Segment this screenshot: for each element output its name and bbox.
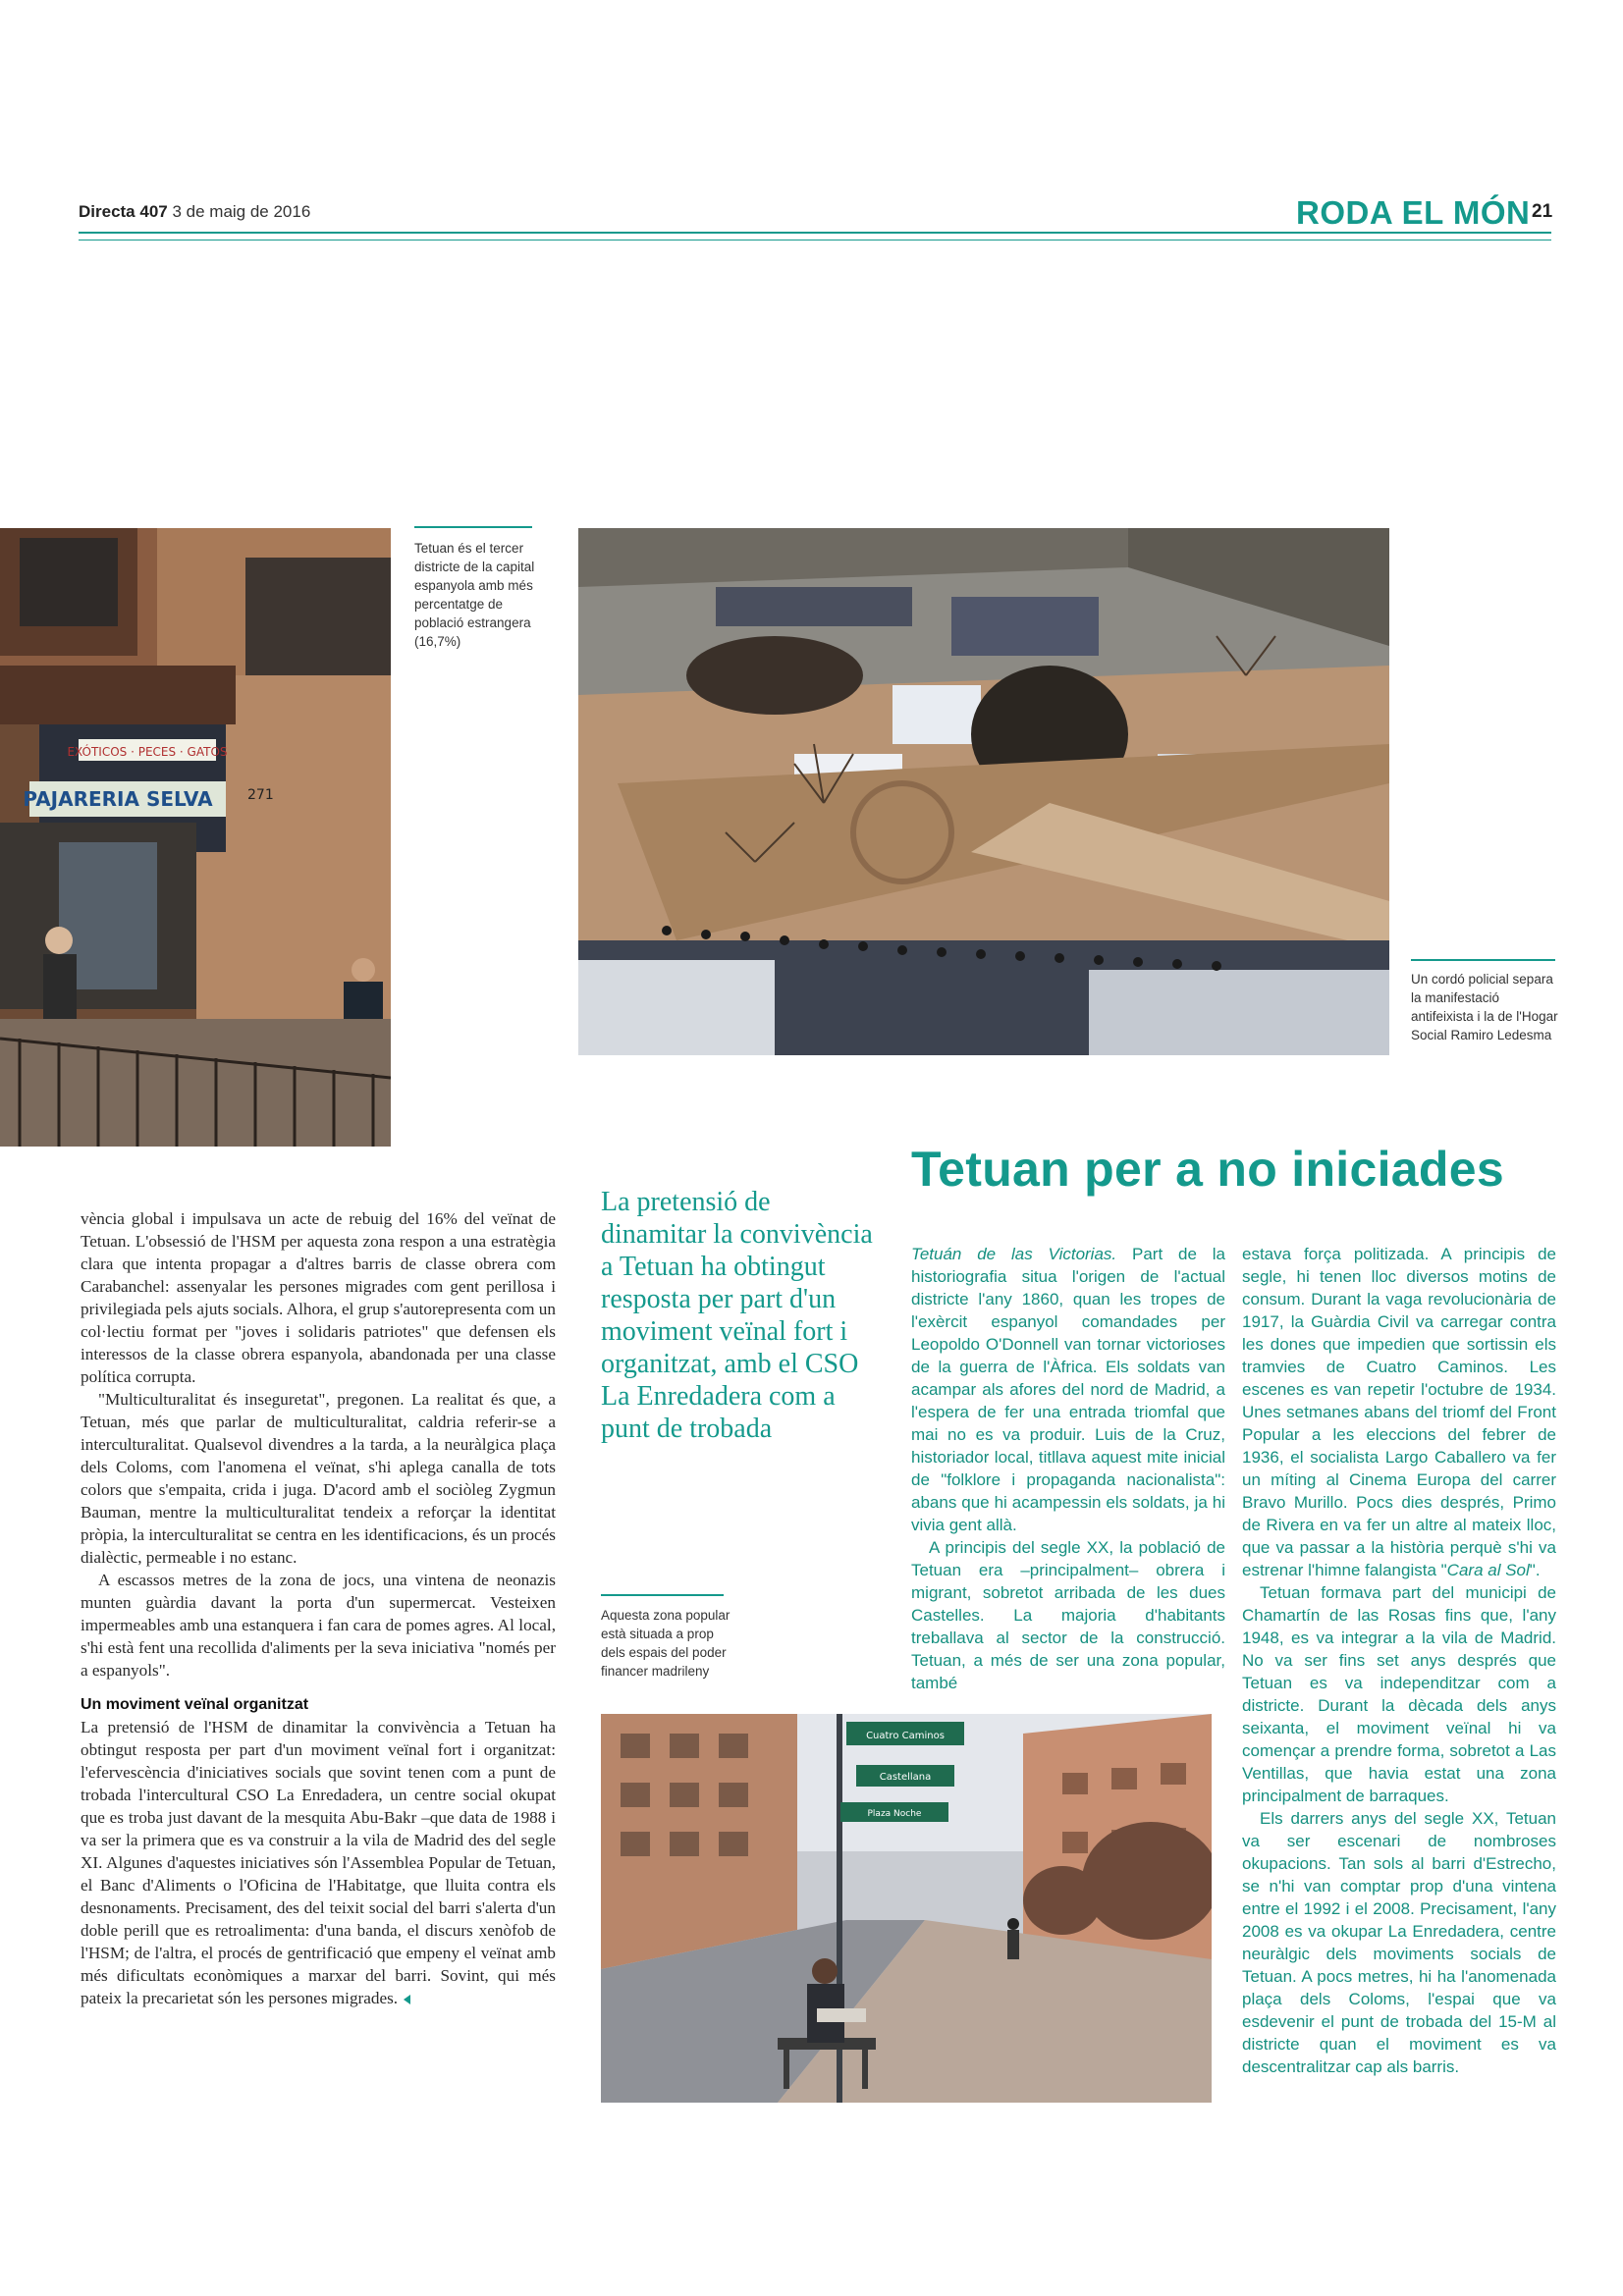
box-paragraph: Els darrers anys del segle XX, Tetuan va ser escenari de nombroses okupacions. Tan sols al barri d'Estrecho, se n'hi van comptar prop d'una vintena entre el 1992 i el 2008. Precisament, l'any 2008 es va okupar La Enredadera, centre neuràlgic dels moviments socials de Tetuan. A pocs metres, hi ha l'anomenada plaça dels Coloms, l'espai que va esdevenir el punt de trobada del 15-M al districte quan el moviment es va descentralitzar cap als barris. (1242, 1809, 1556, 2076)
photo-street (601, 1714, 1212, 2103)
article-paragraph: La pretensió de l'HSM de dinamitar la convivència a Tetuan ha obtingut resposta per part d'un moviment veïnal fort i organitzat: l'efervescència d'iniciatives socials que sovint tenen com a punt de trobada l'intercultural CSO La Enredadera, un centre social okupat que es troba just davant de la mesquita Abu-Bakr –que data de 1988 i va ser la primera que es va construir a la vila de Madrid des del segle XI. Algunes d'aquestes iniciatives són l'Assemblea Popular de Tetuan, el Banc d'Aliments o l'Oficina de l'Habitatge, que lluita contra els desnonaments. Precisament, des del teixit social del barri s'alerta d'un doble perill que es retroalimenta: d'una banda, el discurs xenòfob de l'HSM; de l'altra, el procés de gentrificació que empeny el veïnat amb més dificultats econòmiques a marxar del barri. Sovint, qui més pateix la precarietat són les persones migrades. (81, 1718, 556, 2007)
photo-shop-caption: Tetuan és el tercer districte de la capital espanyola amb més percentatge de població estrangera (16,7%) (414, 541, 535, 649)
issue-date: 3 de maig de 2016 (172, 202, 311, 221)
caption-rule (601, 1594, 724, 1596)
section-title: RODA EL MÓN (1296, 194, 1531, 231)
article-paragraph: "Multiculturalitat és inseguretat", pregonen. La realitat és que, a Tetuan, més que parlar de multiculturalitat, caldria referir-se a interculturalitat. Qualsevol divendres a la tarda, a la neuràlgica plaça dels Coloms, com l'anomena el veïnat, s'hi aplega canalla de tots colors que s'empaita, crida i juga. D'acord amb el sociòleg Zygmun Bauman, mentre la multiculturalitat tendeix a reforçar la identitat pròpia, la interculturalitat se centra en les identificacions, és un procés dialèctic, permeable i no estanc. (81, 1390, 556, 1567)
box-title: Tetuan per a no iniciades (911, 1142, 1504, 1197)
article-subheading: Un moviment veïnal organitzat (81, 1696, 309, 1713)
end-mark-icon (404, 1995, 410, 2004)
box-paragraph: Part de la historiografia situa l'origen de l'actual districte l'any 1860, quan les tropes de l'exèrcit espanyol comandades per Leopoldo O'Donnell van tornar victorioses de la guerra de l'Àfrica. Els soldats van acampar als afores del nord de Madrid, a l'espera de fer una entrada triomfal que mai no es va produir. Luis de la Cruz, historiador local, titllava aquest mite inicial de "folklore i propaganda nacionalista": abans que hi acampessin els soldats, ja hi vivia gent allà. (911, 1245, 1225, 1534)
caption-rule (414, 526, 532, 528)
photo-protest-caption: Un cordó policial separa la manifestació antifeixista i la de l'Hogar Social Ramiro Ledesma (1411, 972, 1558, 1042)
article-paragraph: A escassos metres de la zona de jocs, una vintena de neonazis munten guàrdia davant la porta d'un supermercat. Vesteixen impermeables amb una estanquera i fan cara de pomes agres. Al local, s'hi està fent una recollida d'aliments per la seva iniciativa "només per a espanyols". (81, 1571, 556, 1680)
issue-info (79, 202, 310, 222)
shop-sign: EXÓTICOS · PECES · GATOS (67, 745, 228, 759)
box-paragraph: Tetuan formava part del municipi de Chamartín de las Rosas fins que, l'any 1948, es va integrar a la vila de Madrid. No va ser fins set anys després que Tetuan es va independitzar com a districte. Durant la dècada dels anys seixanta, el moviment veïnal hi va començar a prendre forma, sobretot a Las Ventillas, que havia estat una zona principalment de barraques. (1242, 1583, 1556, 1805)
box-lead: Tetuán de las Victorias. (911, 1245, 1117, 1263)
sign-cuatro-caminos: Cuatro Caminos (866, 1731, 945, 1741)
box-paragraph-end: ". (1529, 1561, 1541, 1579)
box-column-1 (911, 1243, 1225, 1694)
page-number: 21 (1532, 201, 1553, 222)
article-body (81, 1207, 556, 2009)
photo-street-caption: Aquesta zona popular està situada a prop dels espais del poder financer madrileny (601, 1608, 730, 1679)
photo-protest (578, 528, 1389, 1055)
caption-rule (1411, 959, 1555, 961)
sign-castellana: Castellana (879, 1772, 932, 1783)
photo-shop (0, 528, 391, 1147)
box-paragraph: estava força politizada. A principis de segle, hi tenen lloc diversos motins de consum. Durant la vaga revolucionària de 1917, la Guàrdia Civil va carregar contra les dones que impedien que sortissin els tramvies de Cuatro Caminos. Les escenes es van repetir l'octubre de 1934. Unes setmanes abans del triomf del Front Popular a les eleccions del febrer de 1936, el socialista Largo Caballero va fer un míting al Cinema Europa del carrer Bravo Murillo. Pocs dies després, Primo de Rivera en va fer un altre al mateix lloc, que va passar a la història perquè s'hi va estrenar l'himne falangista " (1242, 1245, 1556, 1579)
header-rule (79, 232, 1551, 234)
box-column-2 (1242, 1243, 1556, 2078)
street-number: 271 (247, 787, 274, 803)
article-paragraph: vència global i impulsava un acte de rebuig del 16% del veïnat de Tetuan. L'obsessió de l'HSM per aquesta zona respon a una estratègia clara que intenta propagar a d'altres barris de classe obrera com Carabanchel: assenyalar les persones migrades com gent perillosa i privilegiada pels ajuts socials. Alhora, el grup s'autorepresenta com un col·lectiu format per "joves i solidaris patriotes" que defensen els interessos de la classe obrera espanyola, abandonada per una classe política corrupta. (81, 1209, 556, 1386)
issue-name: Directa 407 (79, 202, 168, 221)
box-paragraph: A principis del segle XX, la població de Tetuan era –principalment– obrera i migrant, sobretot arribada de les dues Castelles. La majoria d'habitants treballava al sector de la construcció. Tetuan, a més de ser una zona popular, també (911, 1538, 1225, 1692)
box-emphasis: Cara al Sol (1446, 1561, 1530, 1579)
sign-plaza: Plaza Noche (867, 1809, 922, 1819)
pull-quote: La pretensió de dinamitar la convivència a Tetuan ha obtingut resposta per part d'un moviment veïnal fort i organitzat, amb el CSO La Enredadera com a punt de trobada (601, 1187, 873, 1444)
shop-name-sign: PAJARERIA SELVA (23, 787, 213, 811)
